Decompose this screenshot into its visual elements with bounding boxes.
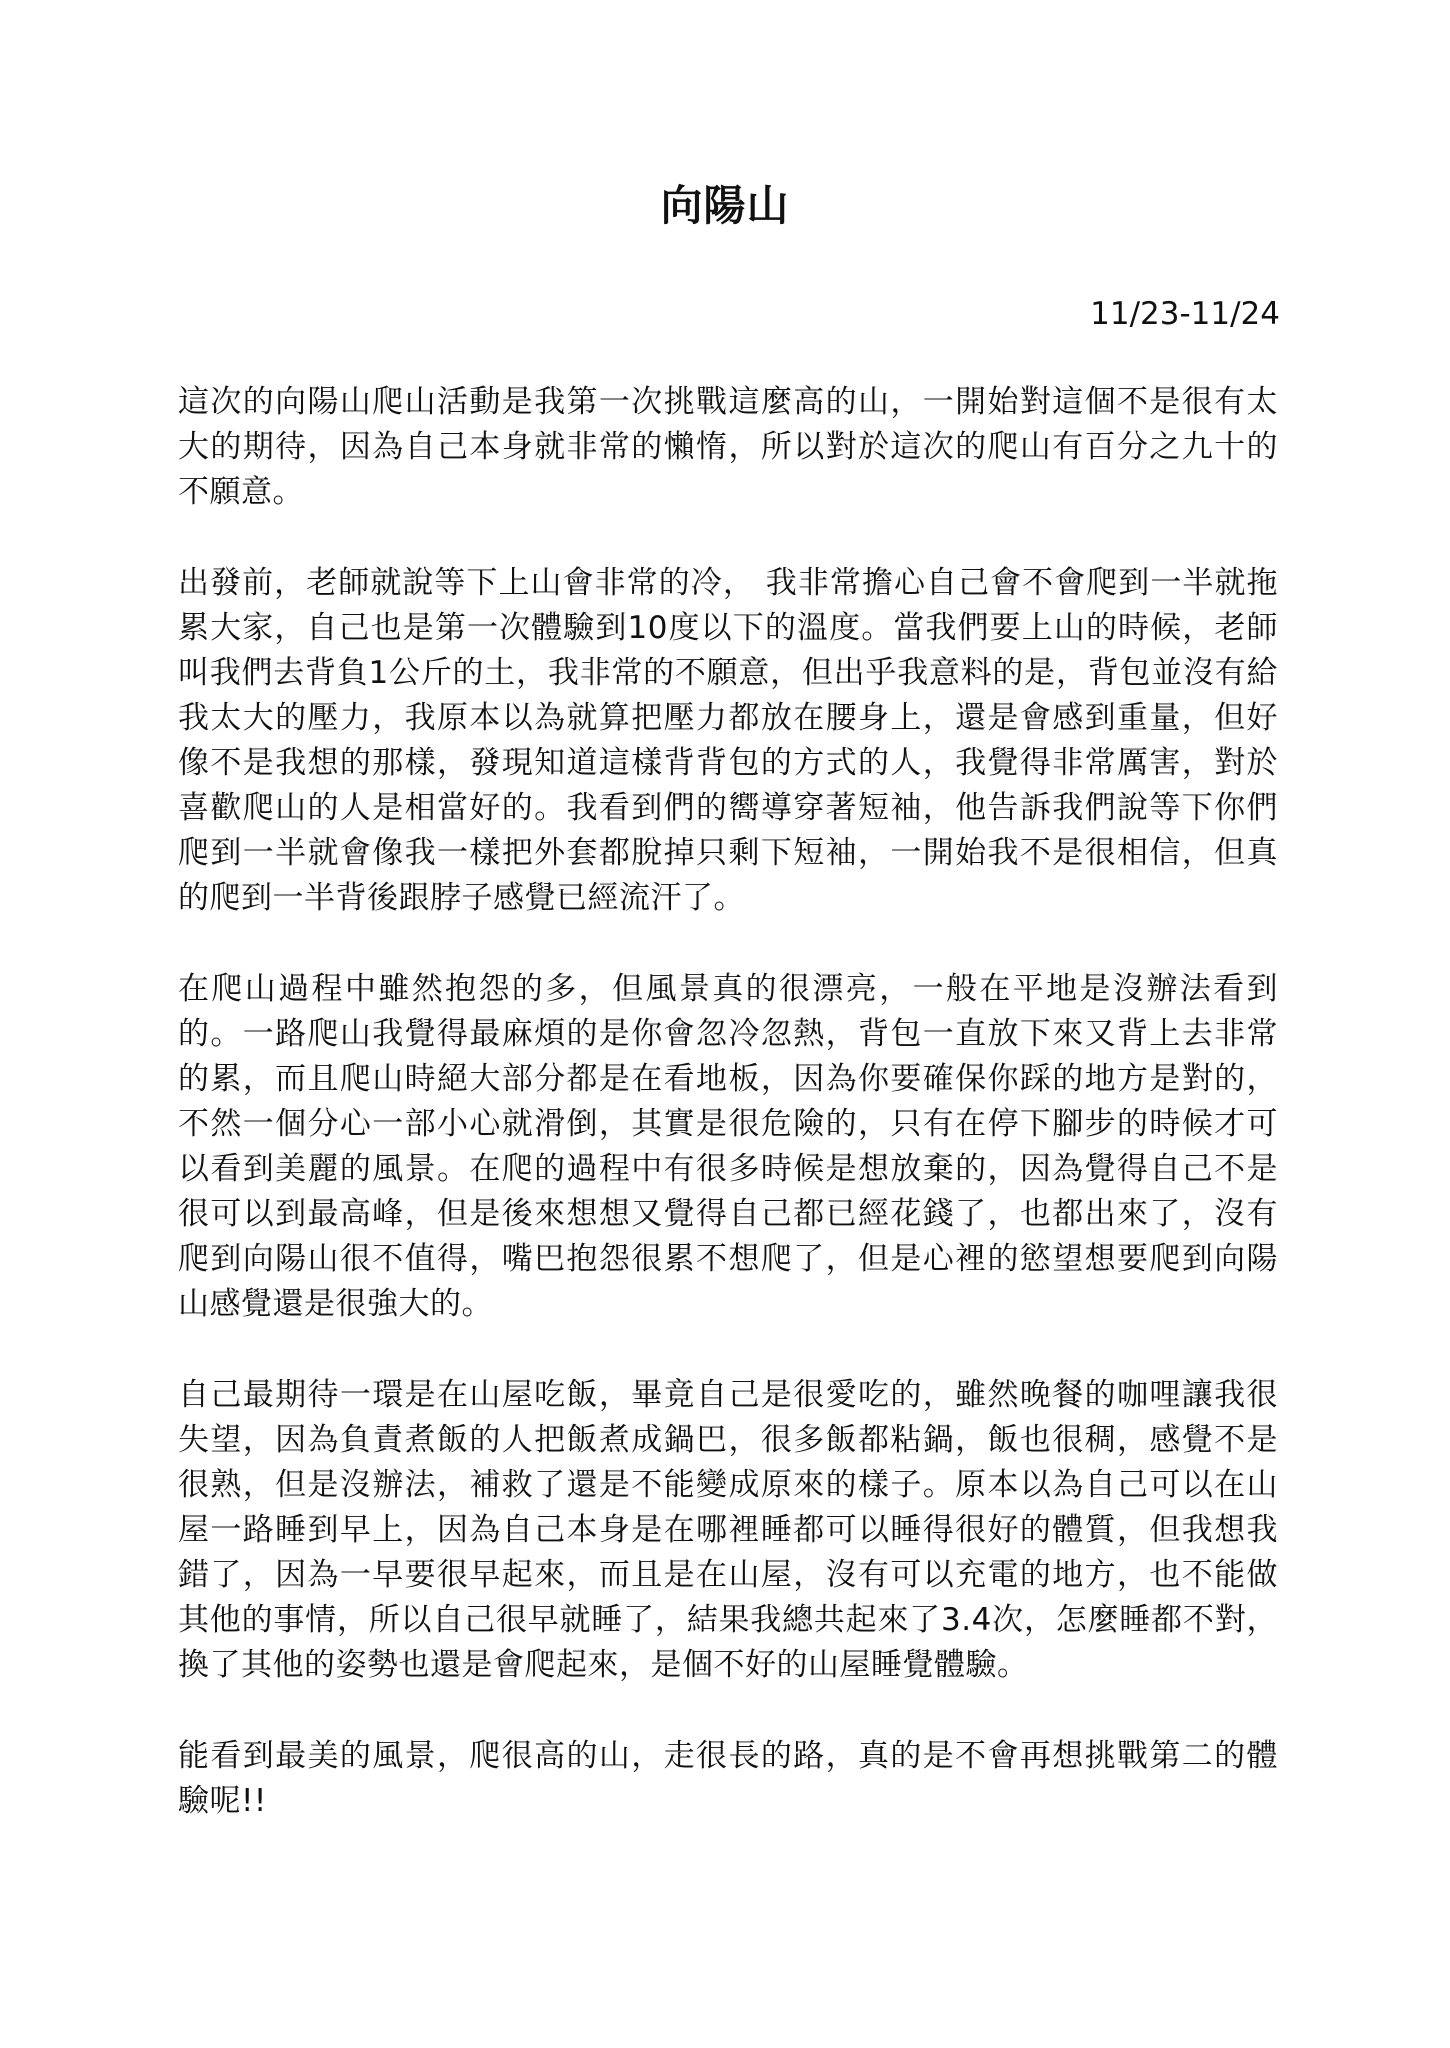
document-body (178, 380, 1278, 1870)
paragraph-4: 自己最期待一環是在山屋吃飯，畢竟自己是很愛吃的，雖然晚餐的咖哩讓我很失望，因為負責煮飯的人把飯煮成鍋巴，很多飯都粘鍋，飯也很稠，感覺不是很熟，但是沒辦法，補救了還是不能變成原來的樣子。原本以為自己可以在山屋一路睡到早上，因為自己本身是在哪裡睡都可以睡得很好的體質，但我想我錯了，因為一早要很早起來，而且是在山屋，沒有可以充電的地方，也不能做其他的事情，所以自己很早就睡了，結果我總共起來了3.4次，怎麼睡都不對，換了其他的姿勢也還是會爬起來，是個不好的山屋睡覺體驗。 (178, 1377, 1278, 1683)
paragraph-1: 這次的向陽山爬山活動是我第一次挑戰這麼高的山，一開始對這個不是很有太大的期待，因為自己本身就非常的懶惰，所以對於這次的爬山有百分之九十的不願意。 (178, 384, 1278, 510)
document-date: 11/23-11/24 (1090, 296, 1280, 332)
document-title: 向陽山 (660, 181, 790, 230)
paragraph-5: 能看到最美的風景，爬很高的山，走很長的路，真的是不會再想挑戰第二的體驗呢!! (178, 1738, 1278, 1819)
paragraph-3: 在爬山過程中雖然抱怨的多，但風景真的很漂亮，一般在平地是沒辦法看到的。一路爬山我覺得最麻煩的是你會忽冷忽熱，背包一直放下來又背上去非常的累，而且爬山時絕大部分都是在看地板，因為你要確保你踩的地方是對的，不然一個分心一部小心就滑倒，其實是很危險的，只有在停下腳步的時候才可以看到美麗的風景。在爬的過程中有很多時候是想放棄的，因為覺得自己不是很可以到最高峰，但是後來想想又覺得自己都已經花錢了，也都出來了，沒有爬到向陽山很不值得，嘴巴抱怨很累不想爬了，但是心裡的慾望想要爬到向陽山感覺還是很強大的。 (178, 971, 1278, 1322)
paragraph-2: 出發前，老師就說等下上山會非常的冷， 我非常擔心自己會不會爬到一半就拖累大家，自己也是第一次體驗到10度以下的溫度。當我們要上山的時候，老師叫我們去背負1公斤的土，我非常的不願意，但出乎我意料的是，背包並沒有給我太大的壓力，我原本以為就算把壓力都放在腰身上，還是會感到重量，但好像不是我想的那樣，發現知道這樣背背包的方式的人，我覺得非常厲害，對於喜歡爬山的人是相當好的。我看到們的嚮導穿著短袖，他告訴我們說等下你們爬到一半就會像我一樣把外套都脫掉只剩下短袖，一開始我不是很相信，但真的爬到一半背後跟脖子感覺已經流汗了。 (178, 565, 1278, 916)
